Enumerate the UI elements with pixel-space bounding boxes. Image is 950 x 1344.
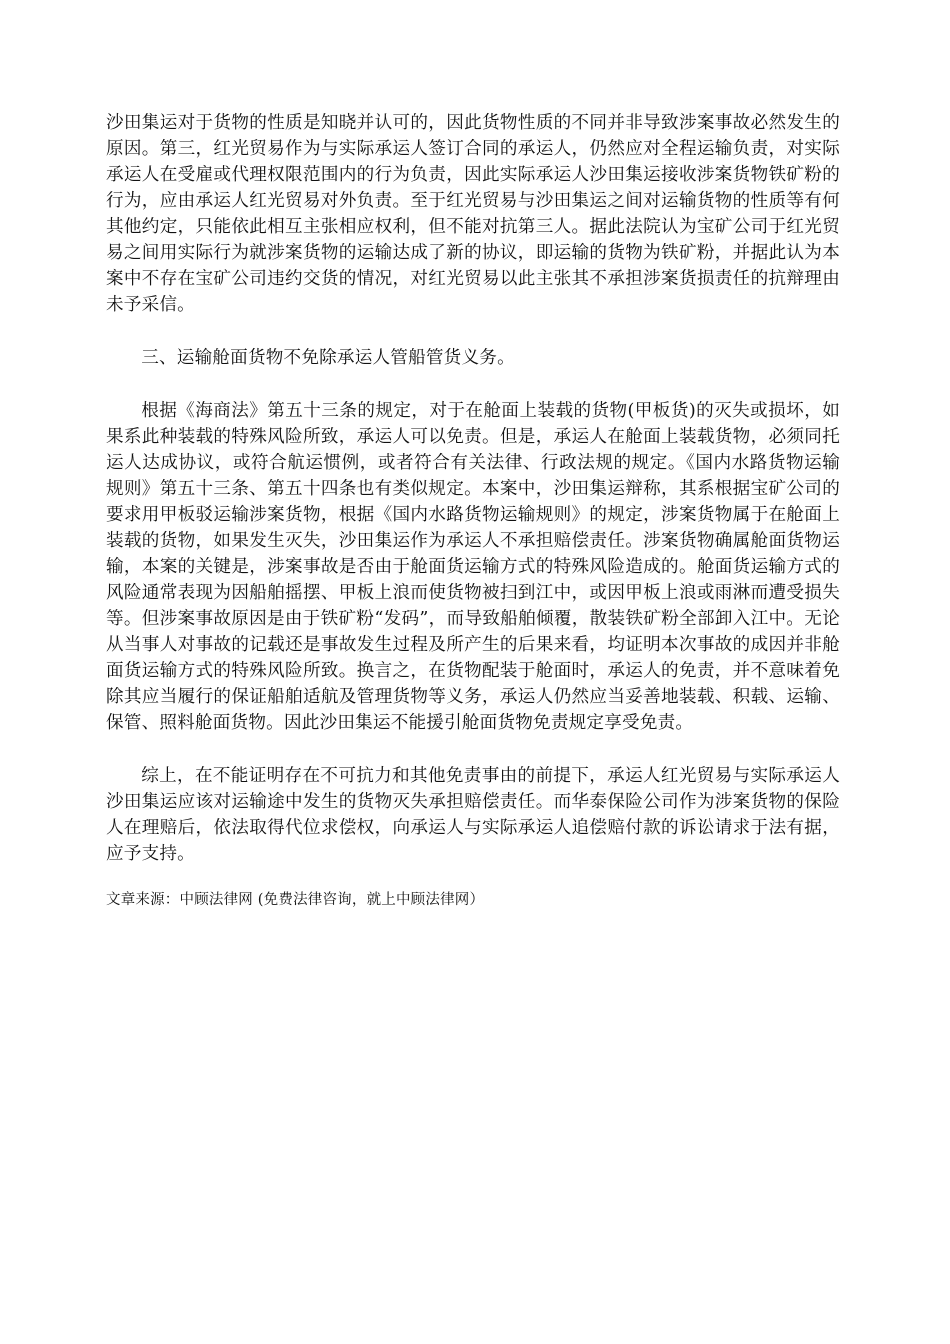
paragraph-spacer [106,318,840,345]
paragraph-spacer [106,736,840,763]
paragraph-continuation: 沙田集运对于货物的性质是知晓并认可的，因此货物性质的不同并非导致涉案事故必然发生的原因。第三，红光贸易作为与实际承运人签订合同的承运人，仍然应对全程运输负责，对实际承运人在受雇或代理权限范围内的行为负责，因此实际承运人沙田集运接收涉案货物铁矿粉的行为，应由承运人红光贸易对外负责。至于红光贸易与沙田集运之间对运输货物的性质等有何其他约定，只能依此相互主张相应权利，但不能对抗第三人。据此法院认为宝矿公司于红光贸易之间用实际行为就涉案货物的运输达成了新的协议，即运输的货物为铁矿粉，并据此认为本案中不存在宝矿公司违约交货的情况，对红光贸易以此主张其不承担涉案货损责任的抗辩理由未予采信。 [106,113,840,315]
paragraph-spacer [106,371,840,398]
paragraph-spacer [106,867,840,889]
paragraph-conclusion: 综上，在不能证明存在不可抗力和其他免责事由的前提下，承运人红光贸易与实际承运人沙田集运应该对运输途中发生的货物灭失承担赔偿责任。而华泰保险公司作为涉案货物的保险人在理赔后，依法取得代位求偿权，向承运人与实际承运人追偿赔付款的诉讼请求于法有据，应予支持。 [106,766,840,864]
section-heading-3: 三、运输舱面货物不免除承运人管船管货义务。 [141,348,515,368]
paragraph-deck-cargo: 根据《海商法》第五十三条的规定，对于在舱面上装载的货物(甲板货)的灭失或损坏，如果系此种装载的特殊风险所致，承运人可以免责。但是，承运人在舱面上装载货物，必须同托运人达成协议，或符合航运惯例，或者符合有关法律、行政法规的规定。《国内水路货物运输规则》第五十三条、第五十四条也有类似规定。本案中，沙田集运辩称，其系根据宝矿公司的要求用甲板驳运输涉案货物，根据《国内水路货物运输规则》的规定，涉案货物属于在舱面上装载的货物，如果发生灭失，沙田集运作为承运人不承担赔偿责任。涉案货物确属舱面货物运输，本案的关键是，涉案事故是否由于舱面货运输方式的特殊风险造成的。舱面货运输方式的风险通常表现为因船舶摇摆、甲板上浪而使货物被扫到江中，或因甲板上浪或雨淋而遭受损失等。但涉案事故原因是由于铁矿粉“发码”，而导致船舶倾覆，散装铁矿粉全部卸入江中。无论从当事人对事故的记载还是事故发生过程及所产生的后果来看，均证明本次事故的成因并非舱面货运输方式的特殊风险所致。换言之，在货物配装于舱面时，承运人的免责，并不意味着免除其应当履行的保证船舶适航及管理货物等义务，承运人仍然应当妥善地装载、积载、运输、保管、照料舱面货物。因此沙田集运不能援引舱面货物免责规定享受免责。 [106,401,840,733]
source-attribution: 文章来源：中顾法律网 (免费法律咨询，就上中顾法律网） [106,892,485,908]
document-body [106,110,840,911]
